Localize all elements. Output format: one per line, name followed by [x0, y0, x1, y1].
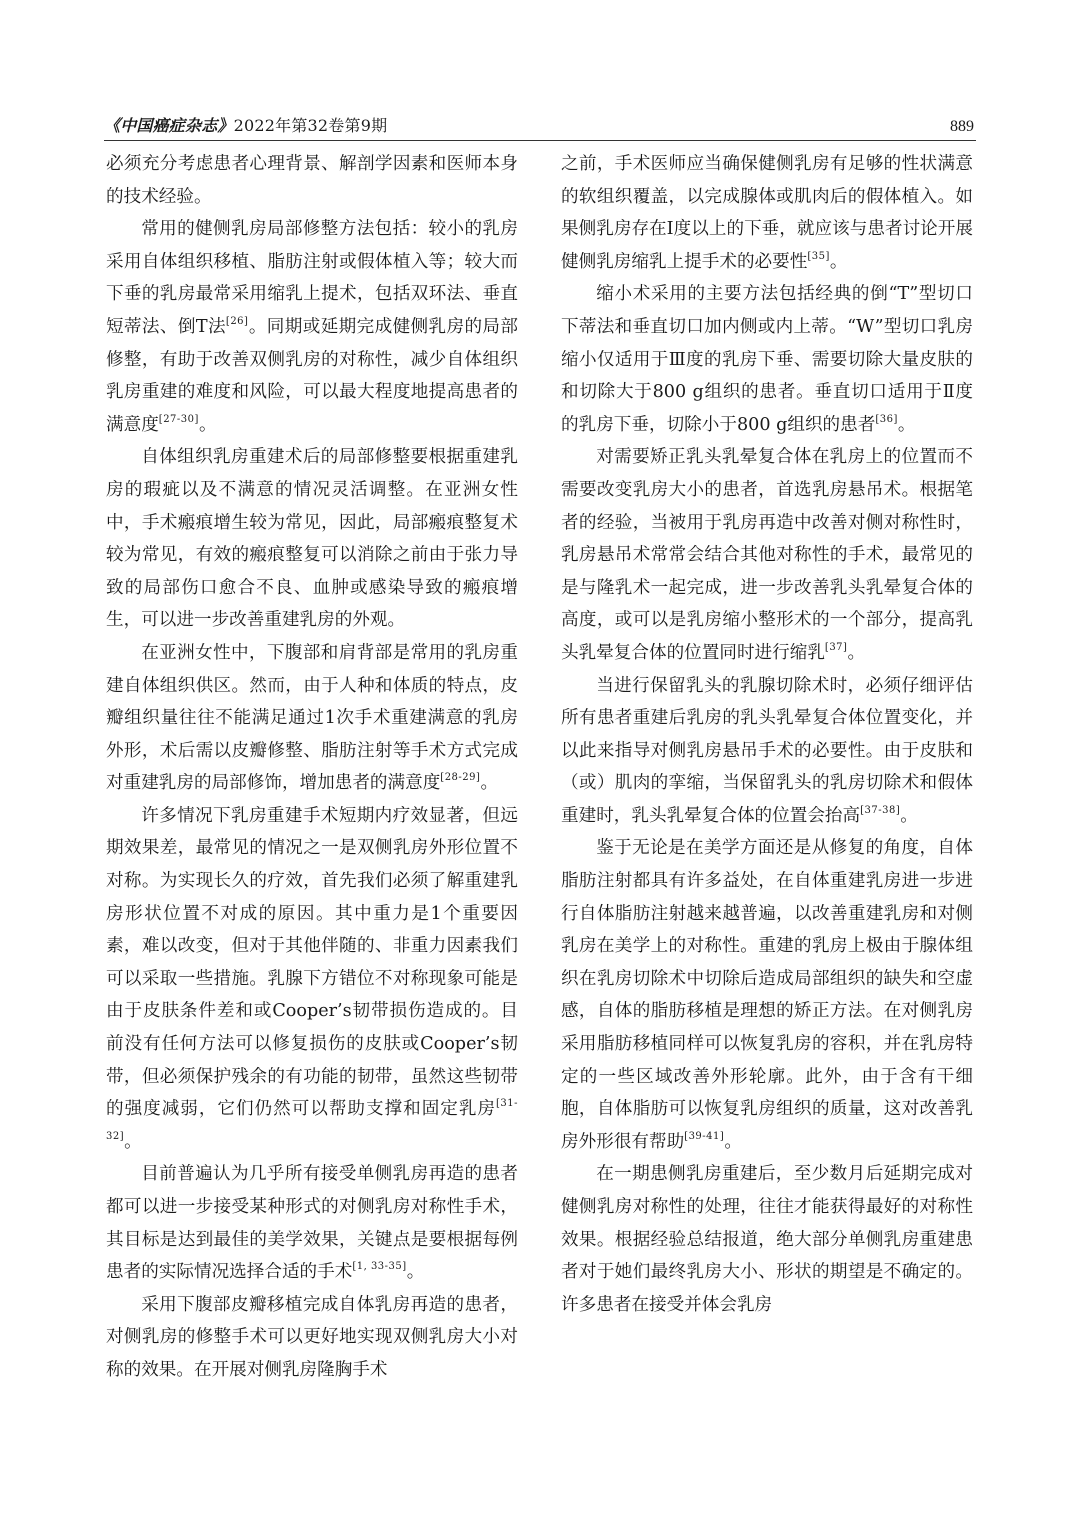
paragraph-text: 。: [829, 251, 848, 272]
paragraph-text: 常用的健侧乳房局部修整方法包括：较小的乳房采用自体组织移植、脂肪注射或假体植入等；较大而下垂的乳房最常采用缩乳上提术，包括双环法、垂直短蒂法、倒T法: [106, 219, 518, 337]
journal-name: 《中国癌症杂志》: [104, 116, 234, 135]
paragraph-text: 。: [480, 773, 499, 794]
paragraph: [561, 832, 973, 1158]
paragraph: [106, 800, 518, 1159]
paragraph: [561, 278, 973, 441]
paragraph-text: 缩小术采用的主要方法包括经典的倒“T”型切口下蒂法和垂直切口加内侧或内上蒂。“W”型切口乳房缩小仅适用于Ⅲ度的乳房下垂、需要切除大量皮肤的和切除大于800 g组织的患者。垂直切口适用于Ⅱ度的乳房下垂，切除小于800 g组织的患者: [561, 284, 973, 435]
left-column: [106, 148, 518, 1387]
journal-citation: [104, 113, 387, 136]
paragraph-text: 对需要矫正乳头乳晕复合体在乳房上的位置而不需要改变乳房大小的患者，首选乳房悬吊术。根据笔者的经验，当被用于乳房再造中改善对侧对称性时，乳房悬吊术常常会结合其他对称性的手术，最常见的是与隆乳术一起完成，进一步改善乳头乳晕复合体的高度，或可以是乳房缩小整形术的一个部分，提高乳头乳晕复合体的位置同时进行缩乳: [561, 447, 973, 663]
paragraph: [106, 441, 518, 637]
paragraph-text: 。: [406, 1262, 425, 1283]
paragraph-text: 。: [900, 805, 918, 826]
citation-ref: [1, 33-35]: [352, 1261, 407, 1273]
running-header: [104, 112, 976, 141]
paragraph-text: 自体组织乳房重建术后的局部修整要根据重建乳房的瑕疵以及不满意的情况灵活调整。在亚洲女性中，手术瘢痕增生较为常见，因此，局部瘢痕整复术较为常见，有效的瘢痕整复可以消除之前由于张力导致的局部伤口愈合不良、血肿或感染导致的瘢痕增生，可以进一步改善重建乳房的外观。: [106, 447, 518, 631]
paragraph-text: 在亚洲女性中，下腹部和肩背部是常用的乳房重建自体组织供区。然而，由于人种和体质的特点，皮瓣组织量往往不能满足通过1次手术重建满意的乳房外形，术后需以皮瓣修整、脂肪注射等手术方式完成对重建乳房的局部修饰，增加患者的满意度: [106, 642, 518, 794]
paragraph: [561, 441, 973, 669]
citation-ref: [26]: [225, 315, 249, 327]
paragraph-text: 。: [124, 1131, 142, 1152]
paragraph-text: 采用下腹部皮瓣移植完成自体乳房再造的患者，对侧乳房的修整手术可以更好地实现双侧乳房大小对称的效果。在开展对侧乳房隆胸手术: [106, 1294, 518, 1380]
paragraph: [106, 1289, 518, 1387]
paragraph-text: 之前，手术医师应当确保健侧乳房有足够的性状满意的软组织覆盖，以完成腺体或肌肉后的假体植入。如果侧乳房存在Ⅰ度以上的下垂，就应该与患者讨论开展健侧乳房缩乳上提手术的必要性: [561, 154, 973, 272]
journal-issue: 2022年第32卷第9期: [233, 116, 388, 135]
paragraph-text: 。: [897, 414, 916, 435]
paragraph-text: 。: [198, 414, 217, 435]
paragraph-text: 必须充分考虑患者心理背景、解剖学因素和医师本身的技术经验。: [106, 154, 518, 207]
citation-ref: [35]: [807, 250, 830, 262]
paragraph: [561, 148, 973, 278]
citation-ref: [27-30]: [158, 413, 199, 425]
paragraph-text: 。: [724, 1131, 742, 1152]
paragraph-text: 许多情况下乳房重建手术短期内疗效显著，但远期效果差，最常见的情况之一是双侧乳房外形位置不对称。为实现长久的疗效，首先我们必须了解重建乳房形状位置不对成的原因。其中重力是1个重要因素，难以改变，但对于其他伴随的、非重力因素我们可以采取一些措施。乳腺下方错位不对称现象可能是由于皮肤条件差和或Cooper’s韧带损伤造成的。目前没有任何方法可以修复损伤的皮肤或Cooper’s韧带，但必须保护残余的有功能的韧带，虽然这些韧带的强度减弱，它们仍然可以帮助支撑和固定乳房: [106, 805, 518, 1120]
paragraph-text: 在一期患侧乳房重建后，至少数月后延期完成对健侧乳房对称性的处理，往往才能获得最好的对称性效果。根据经验总结报道，绝大部分单侧乳房重建患者对于她们最终乳房大小、形状的期望是不确定的。许多患者在接受并体会乳房: [561, 1164, 973, 1315]
paragraph: [106, 637, 518, 800]
paragraph: [561, 670, 973, 833]
paragraph-text: 鉴于无论是在美学方面还是从修复的角度，自体脂肪注射都具有许多益处，在自体重建乳房进一步进行自体脂肪注射越来越普遍，以改善重建乳房和对侧乳房在美学上的对称性。重建的乳房上极由于腺体组织在乳房切除术中切除后造成局部组织的缺失和空虚感，自体的脂肪移植是理想的矫正方法。在对侧乳房采用脂肪移植同样可以恢复乳房的容积，并在乳房特定的一些区域改善外形轮廓。此外，由于含有干细胞，自体脂肪可以恢复乳房组织的质量，这对改善乳房外形很有帮助: [561, 838, 973, 1152]
citation-ref: [31-32]: [106, 1098, 518, 1142]
citation-ref: [37-38]: [860, 804, 901, 816]
paragraph-text: 当进行保留乳头的乳腺切除术时，必须仔细评估所有患者重建后乳房的乳头乳晕复合体位置变化，并以此来指导对侧乳房悬吊手术的必要性。由于皮肤和（或）肌肉的挛缩，当保留乳头的乳房切除术和假体重建时，乳头乳晕复合体的位置会抬高: [561, 675, 973, 826]
right-column: [561, 148, 973, 1321]
citation-ref: [36]: [875, 413, 898, 425]
paragraph-text: 目前普遍认为几乎所有接受单侧乳房再造的患者都可以进一步接受某种形式的对侧乳房对称性手术，其目标是达到最佳的美学效果，关键点是要根据每例患者的实际情况选择合适的手术: [106, 1164, 518, 1283]
paragraph: [106, 1158, 518, 1288]
citation-ref: [28-29]: [440, 772, 481, 784]
paragraph-text: 。同期或延期完成健侧乳房的局部修整，有助于改善双侧乳房的对称性，减少自体组织乳房重建的难度和风险，可以最大程度地提高患者的满意度: [106, 316, 518, 435]
paragraph-text: 。: [847, 642, 866, 663]
paragraph: [106, 213, 518, 441]
citation-ref: [39-41]: [684, 1130, 725, 1142]
paragraph: [106, 148, 518, 213]
page-number: 889: [950, 118, 974, 135]
citation-ref: [37]: [824, 641, 848, 653]
paragraph: [561, 1158, 973, 1321]
